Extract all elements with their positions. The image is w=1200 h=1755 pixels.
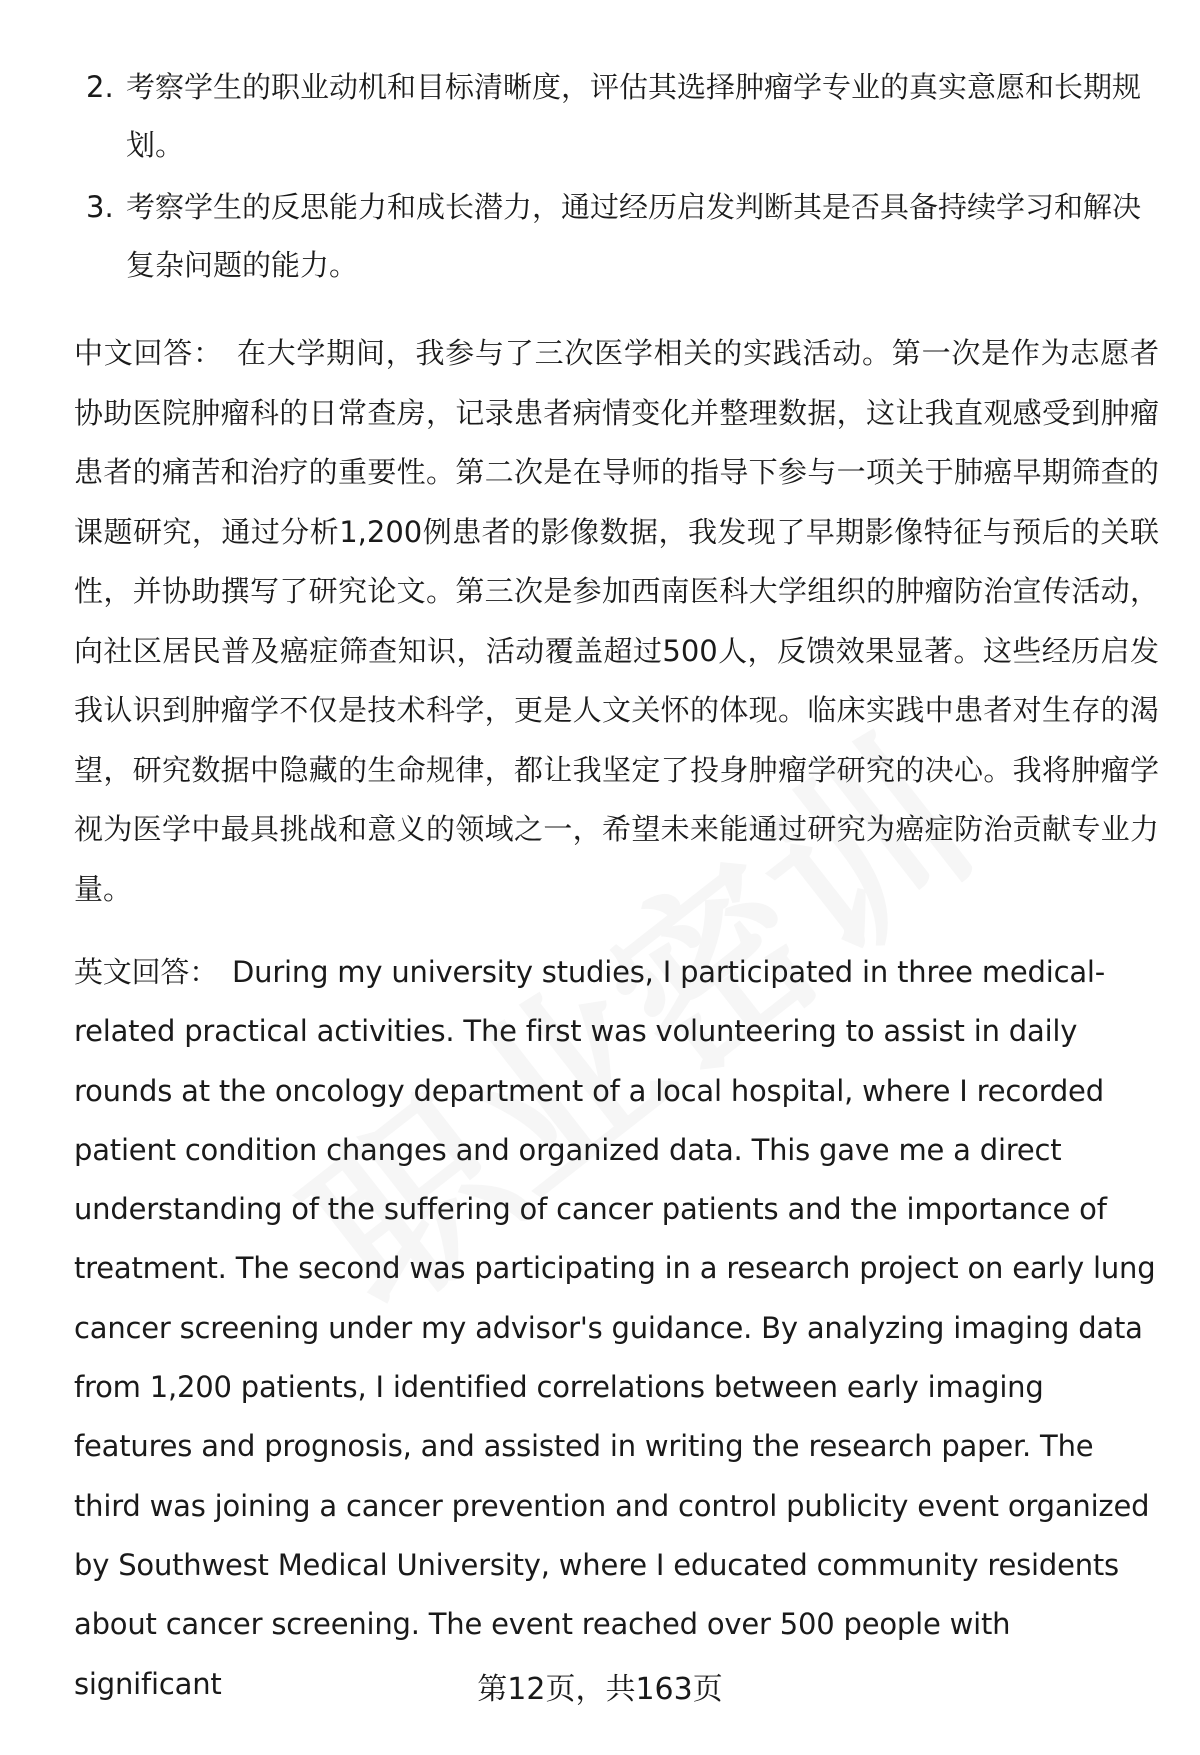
list-item bbox=[74, 58, 1159, 174]
criteria-list bbox=[74, 58, 1159, 294]
page-number-footer: 第12页，共163页 bbox=[477, 1672, 723, 1707]
english-answer-text: During my university studies, I participated in three medical-related practical activities. The first was volunteering to assist in daily rounds at the oncology department of a local hospital, where I recorded patient condition changes and organized data. This gave me a direct understanding of the suffering of cancer patients and the importance of treatment. The second was participating in a research project on early lung cancer screening under my advisor's guidance. By analyzing imaging data from 1,200 patients, I identified correlations between early imaging features and prognosis, and assisted in writing the research paper. The third was joining a cancer prevention and control publicity event organized by Southwest Medical University, where I educated community residents about cancer screening. The event reached over 500 people with significant bbox=[74, 955, 1156, 1701]
english-answer bbox=[74, 943, 1159, 1714]
list-item bbox=[74, 178, 1159, 294]
list-item-text: 考察学生的职业动机和目标清晰度，评估其选择肿瘤学专业的真实意愿和长期规划。 bbox=[126, 70, 1142, 162]
list-number: 3. bbox=[86, 190, 114, 224]
chinese-answer bbox=[74, 324, 1159, 919]
chinese-answer-label: 中文回答： bbox=[74, 336, 223, 370]
english-answer-label: 英文回答： bbox=[74, 955, 219, 989]
list-number: 2. bbox=[86, 70, 114, 104]
document-page bbox=[74, 58, 1159, 1714]
chinese-answer-text: 在大学期间，我参与了三次医学相关的实践活动。第一次是作为志愿者协助医院肿瘤科的日常查房，记录患者病情变化并整理数据，这让我直观感受到肿瘤患者的痛苦和治疗的重要性。第二次是在导师的指导下参与一项关于肺癌早期筛查的课题研究，通过分析1,200例患者的影像数据，我发现了早期影像特征与预后的关联性，并协助撰写了研究论文。第三次是参加西南医科大学组织的肿瘤防治宣传活动，向社区居民普及癌症筛查知识，活动覆盖超过500人，反馈效果显著。这些经历启发我认识到肿瘤学不仅是技术科学，更是人文关怀的体现。临床实践中患者对生存的渴望，研究数据中隐藏的生命规律，都让我坚定了投身肿瘤学研究的决心。我将肿瘤学视为医学中最具挑战和意义的领域之一，希望未来能通过研究为癌症防治贡献专业力量。 bbox=[74, 336, 1159, 906]
list-item-text: 考察学生的反思能力和成长潜力，通过经历启发判断其是否具备持续学习和解决复杂问题的能力。 bbox=[126, 190, 1142, 282]
